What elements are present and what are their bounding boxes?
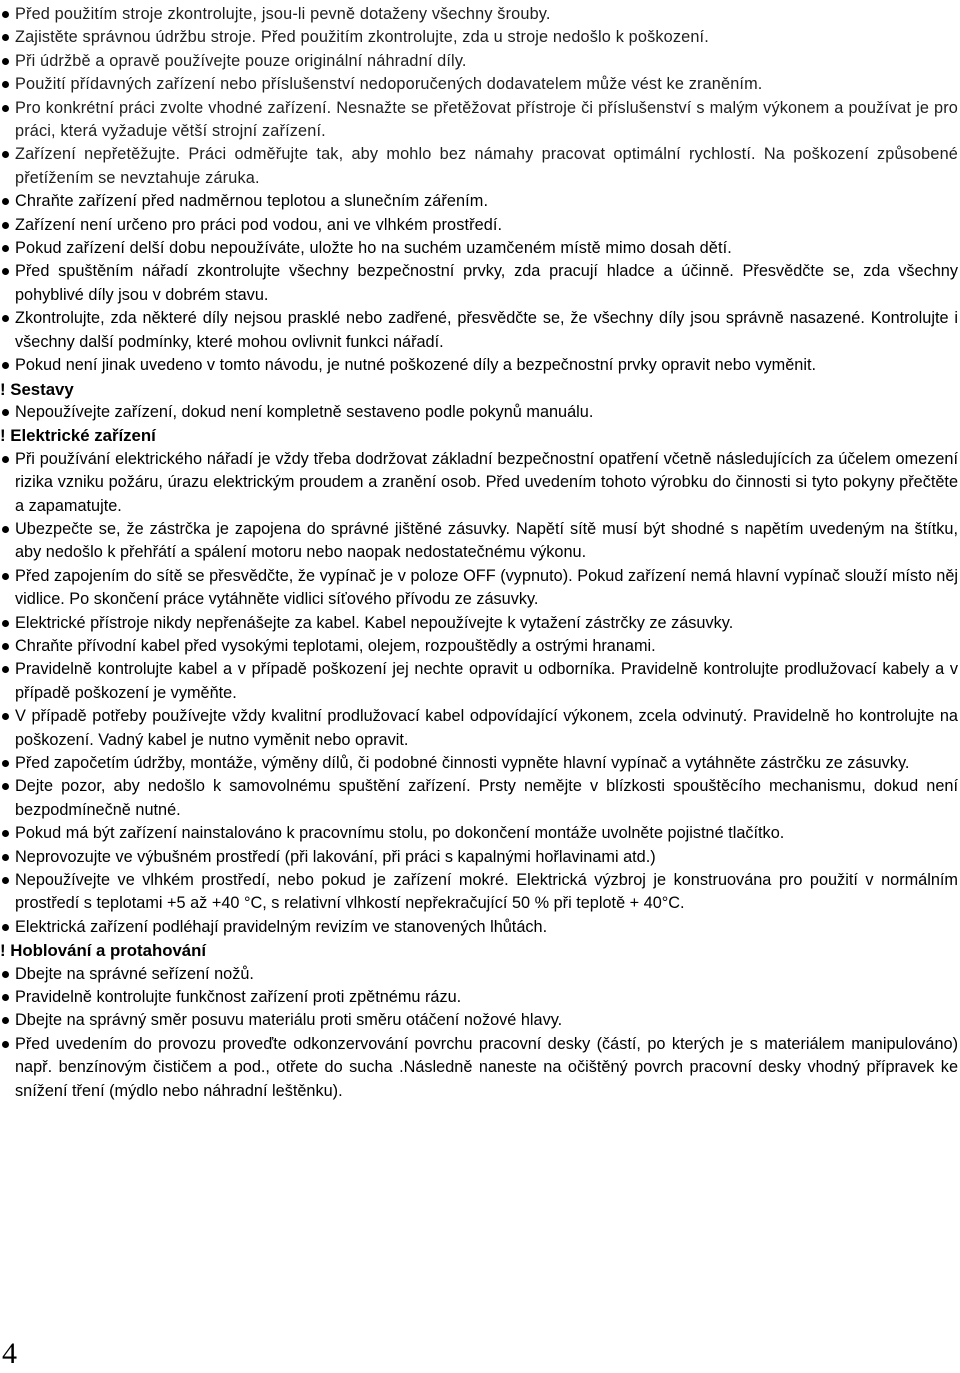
bullet-item: Zkontrolujte, zda některé díly nejsou prasklé nebo zadřené, přesvědčte se, že všechny díly jsou správně nasazené. Kontrolujte i všechny další podmínky, které mohou ovlivnit funkci nářadí.: [0, 307, 958, 354]
section-heading-planing: ! Hoblování a protahování: [0, 941, 207, 961]
bullet-item: Chraňte zařízení před nadměrnou teplotou a slunečním zářením.: [0, 190, 958, 213]
bullet-item: Pro konkrétní práci zvolte vhodné zařízení. Nesnažte se přetěžovat přístroje či příslušenství s malým výkonem a používat je pro práci, která vyžaduje větší strojní zařízení.: [0, 97, 958, 144]
bullet-item: Ubezpečte se, že zástrčka je zapojena do správné jištěné zásuvky. Napětí sítě musí být shodné s napětím uvedeným na štítku, aby nedošlo k přehřátí a spálení motoru nebo naopak nedostatečnému výkonu.: [0, 518, 958, 565]
bullet-item: Elektrická zařízení podléhají pravidelným revizím ve stanovených lhůtách.: [0, 916, 958, 939]
bullet-item: Zařízení nepřetěžujte. Práci odměřujte tak, aby mohlo bez námahy pracovat optimální rychlostí. Na poškození způsobené přetížením se nevztahuje záruka.: [0, 143, 958, 190]
section-heading-electric: ! Elektrické zařízení: [0, 426, 156, 446]
bullet-item: Zajistěte správnou údržbu stroje. Před použitím zkontrolujte, zda u stroje nedošlo k poškození.: [0, 26, 958, 49]
bullet-item: Použití přídavných zařízení nebo příslušenství nedoporučených dodavatelem může vést ke zraněním.: [0, 73, 958, 96]
bullet-item: Pokud má být zařízení nainstalováno k pracovnímu stolu, po dokončení montáže uvolněte pojistné tlačítko.: [0, 822, 958, 845]
bullet-item: Před zapojením do sítě se přesvědčte, že vypínač je v poloze OFF (vypnuto). Pokud zařízení nemá hlavní vypínač slouží místo něj vidlice. Po skončení práce vytáhněte vidlici síťového přívodu ze zásuvky.: [0, 565, 958, 612]
document-body: [0, 3, 958, 1103]
bullet-item: Dejte pozor, aby nedošlo k samovolnému spuštění zařízení. Prsty nemějte v blízkosti spouštěcího mechanismu, dokud není bezpodmínečně nutné.: [0, 775, 958, 822]
bullet-item: Před započetím údržby, montáže, výměny dílů, či podobné činnosti vypněte hlavní vypínač a vytáhněte zástrčku ze zásuvky.: [0, 752, 958, 775]
bullet-item: Zařízení není určeno pro práci pod vodou, ani ve vlhkém prostředí.: [0, 214, 958, 237]
section-heading-assembly: ! Sestavy: [0, 379, 74, 399]
bullet-item: Dbejte na správné seřízení nožů.: [0, 963, 958, 986]
bullet-item: Při používání elektrického nářadí je vždy třeba dodržovat základní bezpečnostní opatření včetně následujících za účelem omezení rizika vzniku požáru, úrazu elektrickým proudem a zranění osob. Před uvedením tohoto výrobku do činnosti si tyto pokyny přečtěte a zapamatujte.: [0, 448, 958, 518]
bullet-item: Chraňte přívodní kabel před vysokými teplotami, olejem, rozpouštědly a ostrými hranami.: [0, 635, 958, 658]
bullet-item: Pokud není jinak uvedeno v tomto návodu, je nutné poškozené díly a bezpečnostní prvky opravit nebo vyměnit.: [0, 354, 958, 377]
bullet-item: Pravidelně kontrolujte funkčnost zařízení proti zpětnému rázu.: [0, 986, 958, 1009]
bullet-item: Neprovozujte ve výbušném prostředí (při lakování, při práci s kapalnými hořlavinami atd.): [0, 846, 958, 869]
bullet-item: Při údržbě a opravě používejte pouze originální náhradní díly.: [0, 50, 958, 73]
page-number: 4: [2, 1337, 17, 1370]
bullet-item: Před uvedením do provozu proveďte odkonzervování povrchu pracovní desky (částí, po kterých je s materiálem manipulováno) např. benzínovým čističem a pod., otřete do sucha .Následně naneste na očištěný povrch pracovní desky vhodný přípravek ke snížení tření (mýdlo nebo náhradní leštěnku).: [0, 1033, 958, 1103]
bullet-item: Nepoužívejte zařízení, dokud není kompletně sestaveno podle pokynů manuálu.: [0, 401, 958, 424]
bullet-item: Pravidelně kontrolujte kabel a v případě poškození jej nechte opravit u odborníka. Pravidelně kontrolujte prodlužovací kabely a v případě poškození je vyměňte.: [0, 658, 958, 705]
bullet-item: Nepoužívejte ve vlhkém prostředí, nebo pokud je zařízení mokré. Elektrická výzbroj je konstruována pro použití v normálním prostředí s teplotami +5 až +40 °C, s relativní vlhkostí nepřekračující 50 % při teplotě + 40°C.: [0, 869, 958, 916]
bullet-item: Pokud zařízení delší dobu nepoužíváte, uložte ho na suchém uzamčeném místě mimo dosah dětí.: [0, 237, 958, 260]
bullet-item: Před použitím stroje zkontrolujte, jsou-li pevně dotaženy všechny šrouby.: [0, 3, 958, 26]
bullet-item: Dbejte na správný směr posuvu materiálu proti směru otáčení nožové hlavy.: [0, 1009, 958, 1032]
bullet-item: Před spuštěním nářadí zkontrolujte všechny bezpečnostní prvky, zda pracují hladce a účinně. Přesvědčte se, zda všechny pohyblivé díly jsou v dobrém stavu.: [0, 260, 958, 307]
bullet-item: Elektrické přístroje nikdy nepřenášejte za kabel. Kabel nepoužívejte k vytažení zástrčky ze zásuvky.: [0, 612, 958, 635]
bullet-item: V případě potřeby používejte vždy kvalitní prodlužovací kabel odpovídající výkonem, zcela odvinutý. Pravidelně ho kontrolujte na poškození. Vadný kabel je nutno vyměnit nebo opravit.: [0, 705, 958, 752]
